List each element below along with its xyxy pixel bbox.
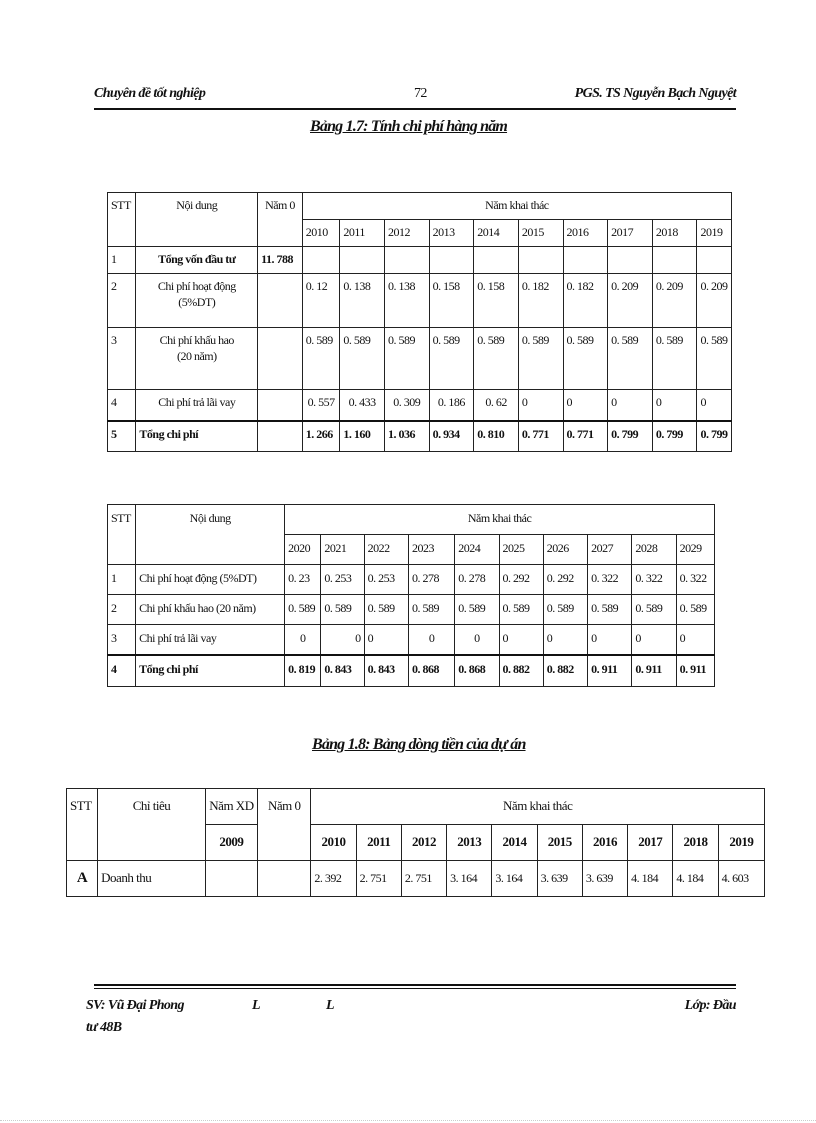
table-row-total [108, 655, 715, 687]
year-cell: 2024 [455, 535, 499, 565]
value-cell: 0. 62 [474, 390, 519, 421]
value-cell: 0. 589 [697, 328, 732, 390]
page-bottom-edge [0, 1120, 816, 1121]
value-cell: 1. 036 [384, 421, 429, 452]
table-row [108, 247, 732, 274]
col-header-stt: STT [108, 193, 136, 247]
label-cell: Chi phí hoạt động (5%DT) [136, 565, 285, 595]
caption-table-1-7: Bảng 1.7: Tính chi phí hàng năm [310, 118, 508, 135]
table-cost-2010-2019 [107, 192, 732, 452]
value-cell: 0. 589 [364, 595, 408, 625]
value-cell: 0. 799 [697, 421, 732, 452]
caption-table-1-8: Bảng 1.8: Bảng dòng tiền của dự án [312, 736, 526, 753]
year-cell: 2010 [302, 220, 340, 247]
stt-cell: 2 [108, 595, 136, 625]
value-cell: 0. 799 [608, 421, 653, 452]
year-cell: 2011 [356, 825, 401, 861]
value-cell: 0. 158 [429, 274, 474, 328]
value-cell: 0 [321, 625, 364, 655]
table-row [108, 274, 732, 328]
col-header-stt: STT [67, 789, 98, 861]
value-cell: 0. 911 [588, 655, 632, 687]
header-right: PGS. TS Nguyễn Bạch Nguyệt [574, 86, 736, 101]
value-cell: 0. 138 [384, 274, 429, 328]
value-cell: 2. 392 [311, 861, 356, 897]
value-cell: 0 [543, 625, 587, 655]
year-cell: 2013 [429, 220, 474, 247]
value-cell: 0. 589 [652, 328, 697, 390]
value-cell: 0. 882 [499, 655, 543, 687]
value-cell: 0. 589 [474, 328, 519, 390]
value-cell: 0 [676, 625, 714, 655]
table-row [108, 565, 715, 595]
value-cell: 0. 186 [429, 390, 474, 421]
value-cell: 0. 557 [302, 390, 340, 421]
year-cell: 2021 [321, 535, 364, 565]
value-cell: 0. 182 [518, 274, 563, 328]
value-cell: 4. 184 [673, 861, 718, 897]
label-line-1: Chi phí hoạt động [157, 279, 236, 293]
value-cell: 0. 911 [676, 655, 714, 687]
col-header-stt: STT [108, 505, 136, 565]
year-cell: 2028 [632, 535, 676, 565]
footer-class: Lớp: Đầu [684, 998, 736, 1013]
footer-rule-2 [94, 988, 736, 989]
value-cell: 0 [518, 390, 563, 421]
value-cell: 0. 843 [364, 655, 408, 687]
value-cell: 0. 589 [499, 595, 543, 625]
year-cell: 2016 [563, 220, 608, 247]
value-cell: 4. 184 [628, 861, 673, 897]
col-header-year0: Năm 0 [258, 789, 311, 861]
year-cell: 2019 [718, 825, 764, 861]
value-cell: 0. 589 [340, 328, 385, 390]
value-cell: 0 [608, 390, 653, 421]
footer-rule-1 [94, 984, 736, 986]
year-cell: 2029 [676, 535, 714, 565]
value-cell: 0. 934 [429, 421, 474, 452]
value-cell: 0. 182 [563, 274, 608, 328]
header-rule [94, 108, 736, 110]
value-cell: 0. 253 [321, 565, 364, 595]
value-cell: 0. 322 [588, 565, 632, 595]
year-cell: 2026 [543, 535, 587, 565]
year-cell: 2017 [608, 220, 653, 247]
col-header-group: Năm khai thác [311, 789, 765, 825]
table-row [108, 625, 715, 655]
value-cell: 0. 253 [364, 565, 408, 595]
year-cell: 2014 [492, 825, 537, 861]
value-cell: 0. 322 [632, 565, 676, 595]
value-cell: 0. 209 [608, 274, 653, 328]
header-left: Chuyên đề tốt nghiệp [94, 86, 206, 101]
year-cell: 2015 [537, 825, 582, 861]
value-cell: 0. 278 [408, 565, 454, 595]
value-cell: 0. 882 [543, 655, 587, 687]
year-cell: 2019 [697, 220, 732, 247]
value-cell: 0. 589 [676, 595, 714, 625]
value-cell: 0. 843 [321, 655, 364, 687]
value-cell: 0. 138 [340, 274, 385, 328]
value-cell: 0. 589 [608, 328, 653, 390]
col-header-content: Nội dung [136, 505, 285, 565]
value-cell: 0. 868 [455, 655, 499, 687]
value-cell: 3. 164 [492, 861, 537, 897]
value-cell: 0. 589 [518, 328, 563, 390]
value-cell: 0 [697, 390, 732, 421]
year-cell: 2027 [588, 535, 632, 565]
value-cell: 0 [652, 390, 697, 421]
value-cell: 0. 589 [543, 595, 587, 625]
label-cell: Chi phí trả lãi vay [136, 625, 285, 655]
col-header-yearxd: Năm XD [205, 789, 257, 825]
year-cell: 2012 [401, 825, 446, 861]
value-cell: 0. 589 [302, 328, 340, 390]
value-cell: 0. 209 [652, 274, 697, 328]
value-cell: 0. 322 [676, 565, 714, 595]
value-cell: 0. 589 [321, 595, 364, 625]
stt-cell: 1 [108, 565, 136, 595]
value-cell: 0. 810 [474, 421, 519, 452]
value-cell: 1. 266 [302, 421, 340, 452]
stt-cell: A [67, 861, 98, 897]
table-row-total [108, 421, 732, 452]
footer-mark-1: L [252, 998, 260, 1013]
year-cell: 2017 [628, 825, 673, 861]
year-cell: 2020 [285, 535, 321, 565]
value-cell: 0 [588, 625, 632, 655]
label-cell: Chi phí trả lãi vay [136, 390, 258, 421]
year-cell: 2018 [673, 825, 718, 861]
value-cell: 0. 589 [588, 595, 632, 625]
value-cell: 0. 23 [285, 565, 321, 595]
col-header-year0: Năm 0 [258, 193, 303, 247]
table-row [108, 328, 732, 390]
footer-mark-2: L [326, 998, 334, 1013]
year-cell: 2016 [582, 825, 627, 861]
value-cell: 0. 278 [455, 565, 499, 595]
year-cell: 2022 [364, 535, 408, 565]
label-line-2: (20 năm) [176, 349, 217, 363]
col-header-group: Năm khai thác [302, 193, 731, 220]
year-cell: 2025 [499, 535, 543, 565]
year-cell: 2011 [340, 220, 385, 247]
year-cell: 2010 [311, 825, 356, 861]
label-cell: Doanh thu [98, 861, 206, 897]
value-cell: 2. 751 [356, 861, 401, 897]
value-cell: 0. 589 [285, 595, 321, 625]
label-cell: Tổng chi phí [136, 421, 258, 452]
value-cell: 0. 12 [302, 274, 340, 328]
value-cell: 0. 589 [384, 328, 429, 390]
table-cash-flow [66, 788, 765, 897]
year-cell: 2015 [518, 220, 563, 247]
label-cell: Tổng chi phí [136, 655, 285, 687]
value-cell: 0. 292 [543, 565, 587, 595]
label-cell [136, 274, 258, 328]
col-header-group: Năm khai thác [285, 505, 715, 535]
year-cell: 2023 [408, 535, 454, 565]
value-cell: 0. 771 [563, 421, 608, 452]
value-cell: 0. 589 [429, 328, 474, 390]
value-cell: 0. 589 [408, 595, 454, 625]
stt-cell: 3 [108, 328, 136, 390]
stt-cell: 3 [108, 625, 136, 655]
value-cell: 0. 589 [563, 328, 608, 390]
stt-cell: 2 [108, 274, 136, 328]
value-cell: 0. 799 [652, 421, 697, 452]
table-row [67, 861, 765, 897]
table-row [108, 390, 732, 421]
value-cell: 0 [563, 390, 608, 421]
value-cell: 0 [285, 625, 321, 655]
footer-student: SV: Vũ Đại Phong [86, 998, 184, 1013]
label-cell: Tổng vốn đầu tư [136, 247, 258, 274]
table-row [108, 595, 715, 625]
stt-cell: 5 [108, 421, 136, 452]
stt-cell: 4 [108, 655, 136, 687]
year0-cell: 11. 788 [258, 247, 303, 274]
page-header [94, 86, 736, 108]
value-cell: 0. 292 [499, 565, 543, 595]
page-number: 72 [414, 86, 427, 101]
value-cell: 4. 603 [718, 861, 764, 897]
stt-cell: 4 [108, 390, 136, 421]
value-cell: 0. 771 [518, 421, 563, 452]
value-cell: 1. 160 [340, 421, 385, 452]
col-header-content: Chỉ tiêu [98, 789, 206, 861]
year-cell: 2018 [652, 220, 697, 247]
table-cost-2020-2029 [107, 504, 715, 687]
year-cell: 2013 [447, 825, 492, 861]
value-cell: 0 [408, 625, 454, 655]
yearxd-value: 2009 [205, 825, 257, 861]
value-cell: 0. 589 [455, 595, 499, 625]
value-cell: 0. 911 [632, 655, 676, 687]
value-cell: 0. 209 [697, 274, 732, 328]
value-cell: 0 [632, 625, 676, 655]
value-cell: 0. 589 [632, 595, 676, 625]
label-line-1: Chi phí khấu hao [159, 333, 234, 347]
year-cell: 2012 [384, 220, 429, 247]
value-cell: 0 [455, 625, 499, 655]
year-cell: 2014 [474, 220, 519, 247]
value-cell: 3. 639 [537, 861, 582, 897]
stt-cell: 1 [108, 247, 136, 274]
value-cell: 0. 309 [384, 390, 429, 421]
value-cell: 3. 639 [582, 861, 627, 897]
col-header-content: Nội dung [136, 193, 258, 247]
label-line-2: (5%DT) [178, 295, 216, 309]
value-cell: 0 [499, 625, 543, 655]
value-cell: 0 [364, 625, 408, 655]
value-cell: 0. 819 [285, 655, 321, 687]
value-cell: 0. 158 [474, 274, 519, 328]
value-cell: 0. 433 [340, 390, 385, 421]
value-cell: 2. 751 [401, 861, 446, 897]
footer-student-line2: tư 48B [86, 1020, 122, 1035]
value-cell: 0. 868 [408, 655, 454, 687]
label-cell: Chi phí khấu hao (20 năm) [136, 595, 285, 625]
label-cell [136, 328, 258, 390]
value-cell: 3. 164 [447, 861, 492, 897]
